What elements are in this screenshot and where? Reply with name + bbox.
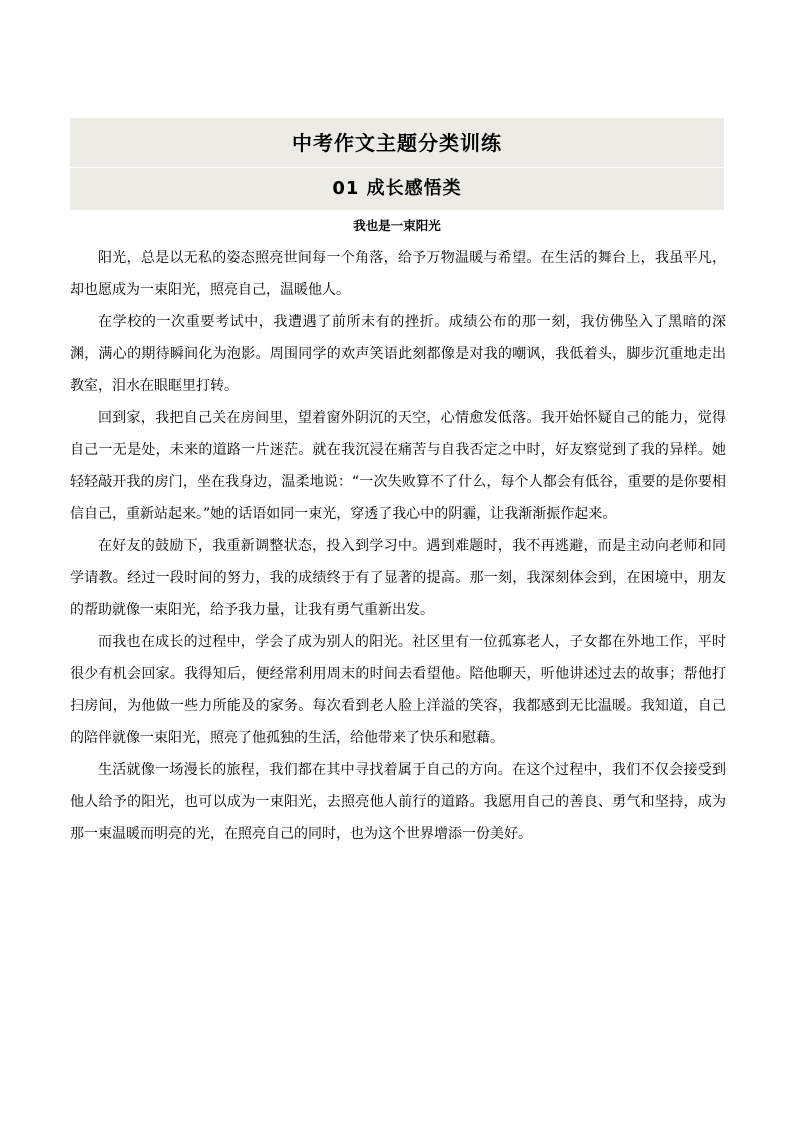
page-title: 中考作文主题分类训练 <box>292 131 502 155</box>
header-band <box>70 118 724 210</box>
essay-paragraph: 在好友的鼓励下，我重新调整状态，投入到学习中。遇到难题时，我不再逃避，而是主动向老师和同学请教。经过一段时间的努力，我的成绩终于有了显著的提高。那一刻，我深刻体会到，在困境中，朋友的帮助就像一束阳光，给予我力量，让我有勇气重新出发。 <box>70 538 726 618</box>
section-title: 01 成长感悟类 <box>332 178 462 199</box>
essay-paragraph: 阳光，总是以无私的姿态照亮世间每一个角落，给予万物温暖与希望。在生活的舞台上，我虽平凡，却也愿成为一束阳光，照亮自己，温暖他人。 <box>70 250 726 298</box>
essay-body <box>70 242 726 850</box>
essay-paragraph: 回到家，我把自己关在房间里，望着窗外阴沉的天空，心情愈发低落。我开始怀疑自己的能力，觉得自己一无是处，未来的道路一片迷茫。就在我沉浸在痛苦与自我否定之中时，好友察觉到了我的异样。她轻轻敲开我的房门，坐在我身边，温柔地说：“一次失败算不了什么，每个人都会有低谷，重要的是你要相信自己，重新站起来。”她的话语如同一束光，穿透了我心中的阴霾，让我渐渐振作起来。 <box>70 410 726 522</box>
essay-title: 我也是一束阳光 <box>353 218 441 233</box>
essay-paragraph: 在学校的一次重要考试中，我遭遇了前所未有的挫折。成绩公布的那一刻，我仿佛坠入了黑暗的深渊，满心的期待瞬间化为泡影。周围同学的欢声笑语此刻都像是对我的嘲讽，我低着头，脚步沉重地走出教室，泪水在眼眶里打转。 <box>70 314 726 394</box>
essay-paragraph: 生活就像一场漫长的旅程，我们都在其中寻找着属于自己的方向。在这个过程中，我们不仅会接受到他人给予的阳光，也可以成为一束阳光，去照亮他人前行的道路。我愿用自己的善良、勇气和坚持，成为那一束温暖而明亮的光，在照亮自己的同时，也为这个世界增添一份美好。 <box>70 762 726 842</box>
essay-paragraph: 而我也在成长的过程中，学会了成为别人的阳光。社区里有一位孤寡老人，子女都在外地工作，平时很少有机会回家。我得知后，便经常利用周末的时间去看望他。陪他聊天，听他讲述过去的故事；帮他打扫房间，为他做一些力所能及的家务。每次看到老人脸上洋溢的笑容，我都感到无比温暖。我知道，自己的陪伴就像一束阳光，照亮了他孤独的生活，给他带来了快乐和慰藉。 <box>70 634 726 746</box>
header-divider <box>70 167 724 168</box>
